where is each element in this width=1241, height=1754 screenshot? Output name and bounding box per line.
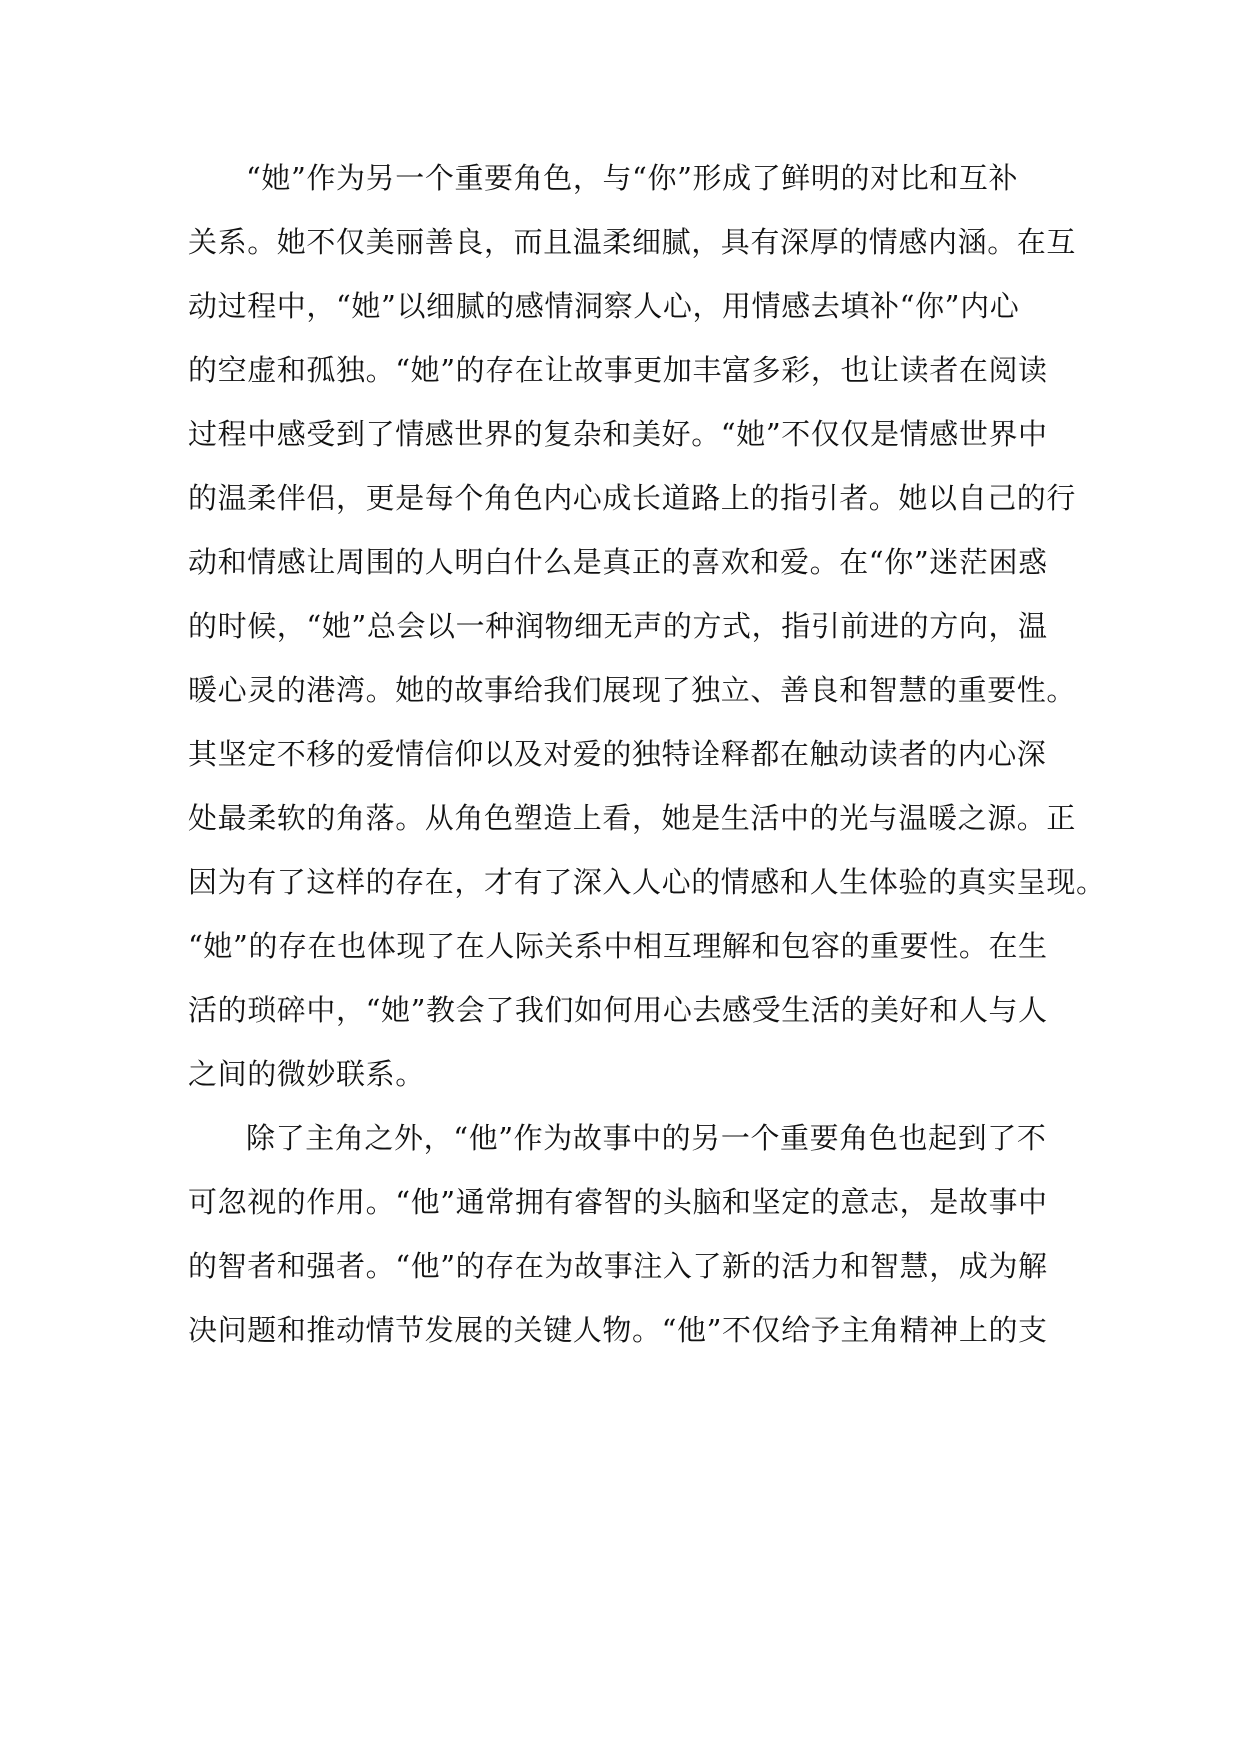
paragraph-line: 活的琐碎中，“她”教会了我们如何用心去感受生活的美好和人与人 <box>188 993 1048 1027</box>
paragraph-line: 的温柔伴侣，更是每个角色内心成长道路上的指引者。她以自己的行 <box>188 481 1077 515</box>
body-text <box>188 146 1106 1362</box>
paragraph-line: “她”的存在也体现了在人际关系中相互理解和包容的重要性。在生 <box>188 929 1048 963</box>
paragraph-line: 动和情感让周围的人明白什么是真正的喜欢和爱。在“你”迷茫困惑 <box>188 545 1048 579</box>
paragraph-line: 暖心灵的港湾。她的故事给我们展现了独立、善良和智慧的重要性。 <box>188 673 1077 707</box>
paragraph-line: 决问题和推动情节发展的关键人物。“他”不仅给予主角精神上的支 <box>188 1313 1048 1347</box>
paragraph-line: 其坚定不移的爱情信仰以及对爱的独特诠释都在触动读者的内心深 <box>188 737 1047 771</box>
paragraph-line: 的时候，“她”总会以一种润物细无声的方式，指引前进的方向，温 <box>188 609 1048 643</box>
paragraph-line: 处最柔软的角落。从角色塑造上看，她是生活中的光与温暖之源。正 <box>188 801 1077 835</box>
paragraph-line: 关系。她不仅美丽善良，而且温柔细腻，具有深厚的情感内涵。在互 <box>188 225 1077 259</box>
paragraph-line: “她”作为另一个重要角色，与“你”形成了鲜明的对比和互补 <box>246 161 1019 195</box>
paragraph-line: 因为有了这样的存在，才有了深入人心的情感和人生体验的真实呈现。 <box>188 865 1106 899</box>
paragraph-line: 可忽视的作用。“他”通常拥有睿智的头脑和坚定的意志，是故事中 <box>188 1185 1048 1219</box>
paragraph-line: 的智者和强者。“他”的存在为故事注入了新的活力和智慧，成为解 <box>188 1249 1048 1283</box>
paragraph-line: 的空虚和孤独。“她”的存在让故事更加丰富多彩，也让读者在阅读 <box>188 353 1048 387</box>
paragraph-line: 除了主角之外，“他”作为故事中的另一个重要角色也起到了不 <box>246 1121 1047 1155</box>
paragraph-line: 之间的微妙联系。 <box>188 1057 425 1091</box>
paragraph-line: 动过程中，“她”以细腻的感情洞察人心，用情感去填补“你”内心 <box>188 289 1020 323</box>
paragraph-line: 过程中感受到了情感世界的复杂和美好。“她”不仅仅是情感世界中 <box>188 417 1048 451</box>
